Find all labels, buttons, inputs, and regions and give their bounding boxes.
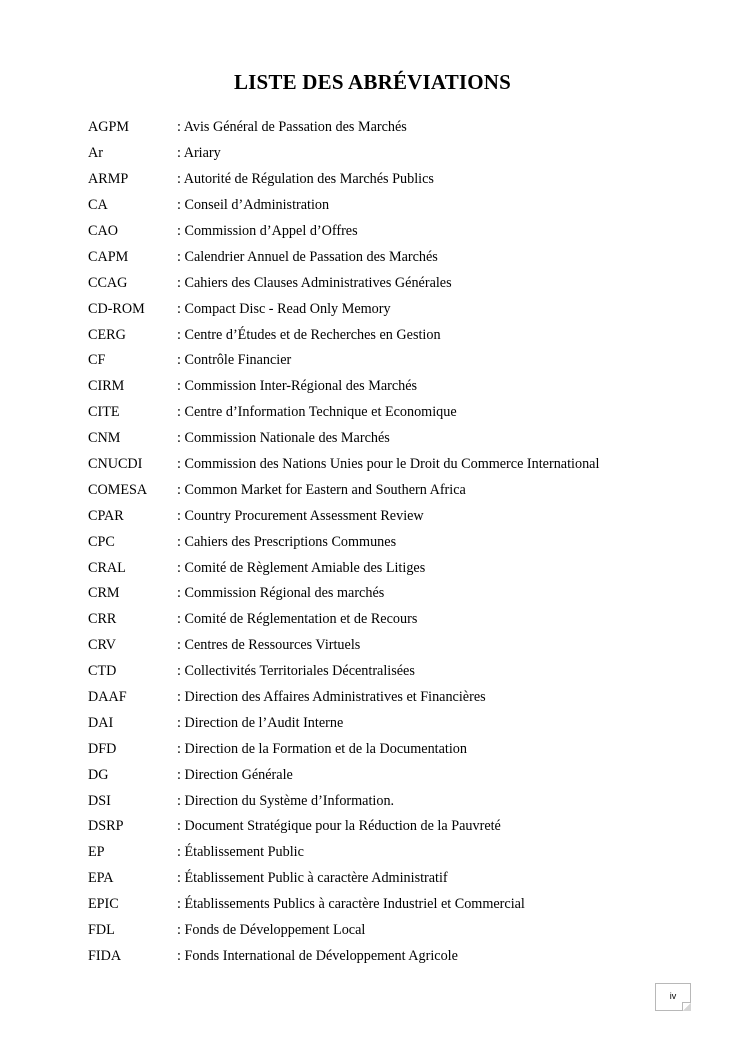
abbreviation-definition: : Comité de Réglementation et de Recours [177,611,418,628]
abbreviation-code: DSRP [88,818,124,835]
abbreviation-row [88,840,688,866]
abbreviation-row [88,555,688,581]
abbreviation-code: EPIC [88,896,119,913]
abbreviation-code: COMESA [88,481,148,498]
abbreviation-definition: : Comité de Règlement Amiable des Litiges [177,559,426,576]
abbreviation-definition: : Avis Général de Passation des Marchés [177,119,407,136]
abbreviation-definition: : Fonds de Développement Local [177,922,366,939]
abbreviation-code: CAPM [88,248,129,265]
abbreviation-row [88,167,688,193]
abbreviation-definition: : Établissement Public [177,844,304,861]
abbreviation-definition: : Fonds International de Développement Agricole [177,947,458,964]
abbreviation-code: CF [88,352,106,369]
abbreviation-code: CNM [88,430,121,447]
abbreviation-code: DAI [88,714,114,731]
abbreviation-code: DAAF [88,689,127,706]
page-title: LISTE DES ABRÉVIATIONS [233,70,512,94]
abbreviation-code: CCAG [88,274,128,291]
abbreviation-row [88,322,688,348]
abbreviation-code: CAO [88,223,118,239]
abbreviation-definition: : Common Market for Eastern and Southern Africa [177,481,466,498]
abbreviation-code: CRAL [88,559,126,576]
abbreviation-definition: : Commission d’Appel d’Offres [177,223,358,239]
abbreviation-definition: : Cahiers des Prescriptions Communes [177,533,397,550]
abbreviation-code: CTD [88,663,117,680]
abbreviation-row [88,503,688,529]
abbreviation-row [88,892,688,918]
abbreviation-code: CITE [88,404,120,421]
abbreviation-row [88,115,688,141]
abbreviation-definition: : Commission des Nations Unies pour le Droit du Commerce International [177,456,600,473]
abbreviation-row [88,270,688,296]
abbreviation-code: CIRM [88,378,125,395]
abbreviation-row [88,219,688,245]
page-number-label: iv [669,991,677,1001]
abbreviation-row [88,944,688,970]
abbreviation-definition: : Direction Générale [177,766,293,783]
abbreviation-definition: : Direction des Affaires Administratives et Financières [177,689,486,706]
abbreviation-definition: : Country Procurement Assessment Review [177,507,424,524]
abbreviation-code: EP [88,844,105,861]
abbreviation-definition: : Autorité de Régulation des Marchés Publics [177,171,434,188]
abbreviation-code: FDL [88,922,115,939]
abbreviation-code: CA [88,197,108,214]
abbreviation-definition: : Document Stratégique pour la Réduction de la Pauvreté [177,818,501,835]
abbreviation-code: DSI [88,792,111,809]
abbreviation-definition: : Centre d’Information Technique et Economique [177,404,457,421]
abbreviation-row [88,141,688,167]
abbreviation-code: DFD [88,740,117,757]
abbreviation-definition: : Cahiers des Clauses Administratives Générales [177,274,452,291]
abbreviation-row [88,685,688,711]
abbreviation-row [88,659,688,685]
abbreviation-definition: : Collectivités Territoriales Décentralisées [177,663,415,680]
abbreviation-definition: : Calendrier Annuel de Passation des Marchés [177,248,438,265]
abbreviation-definition: : Centre d’Études et de Recherches en Gestion [177,326,441,343]
abbreviation-code: CPC [88,533,115,550]
abbreviation-row [88,918,688,944]
abbreviation-row [88,244,688,270]
abbreviation-definition: : Commission Nationale des Marchés [177,430,390,447]
abbreviation-definition: : Direction de la Formation et de la Documentation [177,740,467,757]
abbreviation-row [88,814,688,840]
abbreviation-code: FIDA [88,947,122,964]
abbreviation-definition: : Compact Disc - Read Only Memory [177,300,391,317]
abbreviation-definition: : Commission Inter-Régional des Marchés [177,378,418,395]
abbreviation-code: ARMP [88,171,129,188]
abbreviation-definition: : Contrôle Financier [177,352,292,369]
abbreviation-row [88,400,688,426]
abbreviation-row [88,788,688,814]
abbreviation-row [88,426,688,452]
abbreviation-row [88,633,688,659]
abbreviation-code: CRR [88,611,117,628]
abbreviation-code: AGPM [88,119,129,136]
abbreviation-definition: : Établissements Publics à caractère Industriel et Commercial [177,896,525,913]
abbreviation-row [88,193,688,219]
abbreviation-row [88,762,688,788]
abbreviation-code: CRV [88,637,117,654]
abbreviation-row [88,296,688,322]
abbreviation-row [88,348,688,374]
abbreviation-code: DG [88,766,109,783]
abbreviation-code: CRM [88,585,120,602]
folded-corner-icon [682,1002,691,1011]
abbreviation-row [88,529,688,555]
abbreviation-definition: : Direction de l’Audit Interne [177,714,344,731]
abbreviation-row [88,866,688,892]
abbreviation-definition: : Établissement Public à caractère Administratif [177,870,448,887]
abbreviation-definition: : Conseil d’Administration [177,197,330,214]
abbreviation-definition: : Direction du Système d’Information. [177,792,395,809]
abbreviation-definition: : Commission Régional des marchés [177,585,385,602]
abbreviation-row [88,736,688,762]
abbreviation-row [88,374,688,400]
abbreviation-row [88,581,688,607]
abbreviation-row [88,607,688,633]
abbreviation-row [88,710,688,736]
abbreviation-row [88,477,688,503]
abbreviation-code: CNUCDI [88,456,143,473]
abbreviation-code: CD-ROM [88,300,145,317]
abbreviation-code: CPAR [88,507,124,524]
abbreviation-code: EPA [88,870,114,887]
abbreviation-row [88,452,688,478]
abbreviation-definition: : Centres de Ressources Virtuels [177,637,361,654]
abbreviation-code: Ar [88,145,103,162]
abbreviation-code: CERG [88,326,126,343]
abbreviation-definition: : Ariary [177,145,221,162]
page-number [655,983,691,1011]
abbreviation-list [88,115,688,969]
